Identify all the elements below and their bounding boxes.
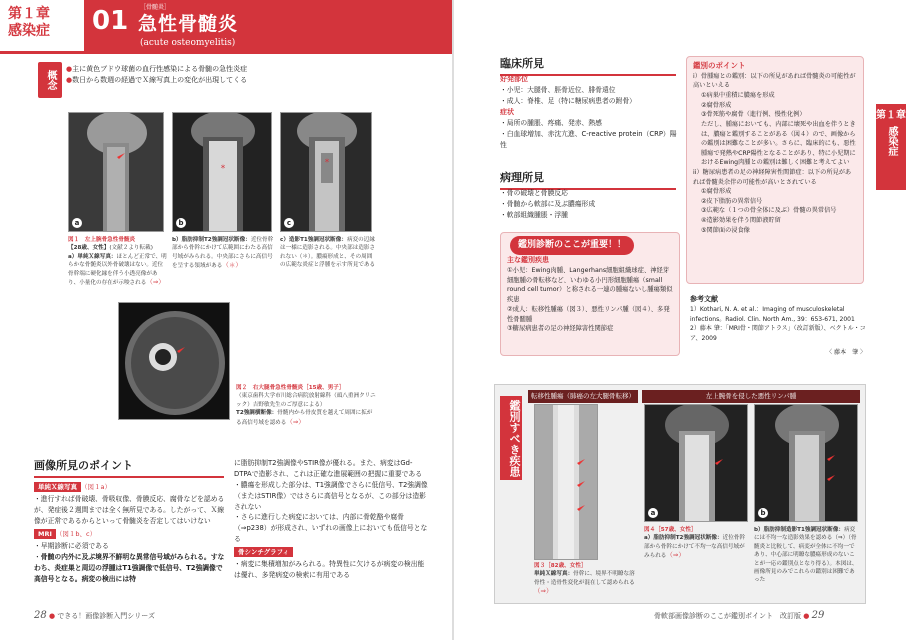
xray-item: ・進行すれば骨破壊、骨吸収像、骨膜反応、腐骨などを認めるが、発症後２週間までは全く無所見である。したがって、Ｘ線像が正常であるからといって骨髄炎を否定してはいけない bbox=[34, 495, 225, 526]
figure-1b-mri bbox=[172, 112, 272, 232]
points-item: ②皮下脂肪の異常信号 bbox=[701, 197, 763, 205]
mri-humerus-t1-image bbox=[755, 405, 858, 522]
mri-humerus-t2-image bbox=[645, 405, 748, 522]
svg-text:*: * bbox=[220, 164, 226, 174]
lymphoma-header: 左上腕骨を侵した悪性リンパ腫 bbox=[642, 390, 860, 403]
imaging-points-col2 bbox=[234, 458, 430, 581]
mri-item: に脂肪抑制T2強調像やSTIR像が優れる。また、病変はGd-DTPAで造影され、これは正確な進展範囲の把握に重要である bbox=[234, 459, 423, 478]
concept-text bbox=[66, 64, 366, 86]
figure-tag: c bbox=[284, 218, 294, 228]
mri-t1-contrast-image bbox=[281, 113, 372, 232]
metastasis-header: 転移性腫瘍（肺癌の左大腿骨転移） bbox=[528, 390, 638, 403]
figure-1c-caption: c）造影T1強調冠状断像：病変の辺縁は一様に造影される。中央部は造影されない（＊）。膿瘍形成と、その周囲の広範な炎症と浮腫を示す所見である bbox=[280, 237, 376, 269]
right-footer: 骨軟部画像診断のここが鑑別ポイント 改訂版 ● 29 bbox=[654, 610, 825, 621]
figure-tag: a bbox=[72, 218, 82, 228]
svg-text:*: * bbox=[324, 158, 330, 168]
mri-item: ・早期診断に必須である bbox=[34, 542, 109, 551]
figure-1c-mri bbox=[280, 112, 372, 232]
points-item: ⑤関節面の浸食像 bbox=[701, 226, 750, 234]
pathology-item: ・骨髄から軟部に及ぶ膿瘍形成 bbox=[500, 199, 596, 208]
points-box: 鑑別のポイント i）骨腫瘍との鑑別：以下の所見があれば骨髄炎の可能性が高いといえる ①病巣中重積に膿瘍を形成 ②腐骨形成 ③骨死筋や腐骨（進行例、慢性化例） ただし、腫瘍においても、内部に壊死や出血を伴うときは、膿瘍と鑑別することがある（図４）ので、画像からの鑑別は困難なことが多い。さらに、臨床的にも、悪性腫瘍で発熱やCRP陽性となることがあり、特に小児期におけるEwing肉腫との鑑別は難しく困難と考えてよい ii）糖尿病患者の足の神経障害性関節症：以下の所見があれば骨髄炎余伴の可能性が高いとされている ①腐骨形成 ②皮下脂肪の異常信号 ③広範な（１つの骨全体に及ぶ）骨髄の異常信号 ④造影効果を伴う関節液貯留 ⑤関節面の浸食像 bbox=[686, 56, 864, 284]
chapter-number: 第１章 bbox=[8, 6, 50, 22]
mri-axial-thigh-image bbox=[119, 303, 230, 420]
mri-item: ・さらに進行した病変においては、内部に骨乾酪や腐骨（⇒p238）が形成され、いずれの画像上においても低信号となる bbox=[234, 513, 428, 544]
mri-item: ・膿瘍を形成した部分は、T1強調像でさらに低信号、T2強調像（またはSTIR像）ではさらに高信号となるが、この部分は造影されない bbox=[234, 480, 428, 511]
mri-item: ・骨髄の内外に及ぶ境界不鮮明な異常信号域がみられる。すなわち、炎症巣と周辺の浮腫はT1強調像で低信号、T2強調像で高信号となる。病変の検出には特 bbox=[34, 553, 225, 584]
figure-4a-caption: 図４［57歳、女性］ a）脂肪抑制T2強調冠状断像：近位骨幹部から骨幹にかけて不均一な高信号域がみられる（⇒） bbox=[644, 527, 745, 560]
differential-banner: 鑑別診断のここが重要！！ bbox=[510, 236, 634, 255]
xray-humerus-image bbox=[69, 113, 164, 232]
right-page bbox=[454, 0, 907, 640]
xray-femur-image bbox=[535, 405, 598, 560]
figure-4a-mri bbox=[644, 404, 748, 522]
chapter-box bbox=[0, 0, 84, 54]
pathology-item: ・骨の破壊と骨膜反応 bbox=[500, 189, 568, 197]
author: 〈 藤本 肇 〉 bbox=[826, 348, 866, 356]
figure-1b-caption: b）脂肪抑制T2強調冠状断像：近位骨幹部から骨幹にかけて広範囲にわたる高信号域がみられる。中央部にさらに高信号を呈する領域がある（＊） bbox=[172, 237, 274, 270]
figure-1a-xray bbox=[68, 112, 164, 232]
scinti-item: ・病変に集積増加がみられる。特異性に欠けるが病変の検出能は優れ、多発病変の検索に有用である bbox=[234, 560, 425, 580]
differential-item: ③糖尿病患者の足の神経障害性関節症 bbox=[507, 325, 614, 333]
scinti-badge: 骨シンチグラフィ bbox=[234, 547, 293, 557]
section-number: 01 bbox=[92, 6, 129, 36]
concept-item: ●主に黄色ブドウ球菌の血行性感染による骨髄の急性炎症 bbox=[66, 65, 248, 73]
page-title-en: (acute osteomyelitis) bbox=[140, 38, 236, 48]
figure-tag: b bbox=[176, 218, 186, 228]
xray-badge: 単純Ｘ線写真 bbox=[34, 482, 81, 492]
figure-3-xray bbox=[534, 404, 598, 560]
differential-item: ①小児：Ewing肉腫、Langerhans細胞組織球症、神経芽細胞腫の骨転移など、いわゆる小円形細胞腫瘍（small round cell tumor）と称される一連の腫瘍ないし腫瘍類似疾患 bbox=[507, 266, 673, 304]
points-heading: 鑑別のポイント bbox=[693, 61, 746, 70]
page-number-right: 29 bbox=[811, 610, 825, 621]
pathology-heading: 病理所見 bbox=[500, 170, 676, 190]
figure-1a-caption: 図１ 左上腕骨急性骨髄炎 【28歳、女性】(文献２より転載) a）単純Ｘ線写真：ほとんど正常で、明らかな骨髄炎以外骨破壊はない。近位骨幹端に硬化縁を伴う小透亮像があり、小量化の存在が示唆される（⇒） bbox=[68, 237, 167, 286]
page-title: 急性骨髄炎 bbox=[138, 13, 239, 35]
book-title: 骨軟部画像診断のここが鑑別ポイント 改訂版 bbox=[654, 612, 801, 620]
clinical-item: ・白血球増加、赤沈亢進、C-reactive protein（CRP）陽性 bbox=[500, 130, 677, 149]
pathology-body bbox=[500, 188, 680, 221]
figure-2-mri-axial bbox=[118, 302, 230, 420]
series-name: できる！画像診断入門シリーズ bbox=[57, 612, 155, 620]
figure-4b-mri bbox=[754, 404, 858, 522]
reference-item: 2）藤本 肇：「MRI骨・関節アトラス」（改訂新版）、ベクトル・コア、2009 bbox=[690, 325, 866, 342]
title-bar bbox=[84, 0, 453, 54]
figure-tag: a bbox=[648, 508, 658, 518]
points-item: ③骨死筋や腐骨（進行例、慢性化例） bbox=[701, 111, 806, 119]
clinical-item: ・小児：大腿骨、脛骨近位、腓骨遠位 bbox=[500, 86, 616, 95]
clinical-item: ・成人：脊椎、足（特に糖尿病患者の跗骨） bbox=[500, 97, 636, 106]
figure-4b-caption: b）脂肪抑制造影T1強調冠状断像：病変には不均一な造影効果を認める（⇒）（骨髄炎と比較して、病変が全体に不均一であり、中心部に明瞭な膿瘍形成のないことが一応の鑑別点となり得る）。本図は、画像所見のみでこれらの鑑別は困難であった bbox=[754, 527, 858, 584]
mri-t2-image bbox=[173, 113, 272, 232]
left-page bbox=[0, 0, 453, 640]
points-item: ①腐骨形成 bbox=[701, 188, 732, 196]
figure-tag: b bbox=[758, 508, 768, 518]
points-item: ④造影効果を伴う関節液貯留 bbox=[701, 217, 781, 225]
imaging-points-col1: 単純Ｘ線写真 （図１a） ・進行すれば骨破壊、骨吸収像、骨膜反応、腐骨などを認めるが、発症後２週間までは全く無所見である。したがって、Ｘ線像が正常であるからといって骨髄炎を否定してはいけない MRI （図１b、c） ・早期診断に必須である ・骨髄の内外に及ぶ境界不鮮明な異常信号域がみられる。すなわち、炎症巣と周辺の浮腫はT1強調像で低信号、T2強調像で高信号となる。病変の検出には特 bbox=[34, 483, 225, 584]
points-item: ①病巣中重積に膿瘍を形成 bbox=[701, 92, 775, 100]
differential-sub: 主な鑑別疾患 bbox=[507, 256, 549, 264]
differential-item: ②成人：転移性腫瘍（図３）、悪性リンパ腫（図４）、多発性骨髄腫 bbox=[507, 305, 670, 323]
pathology-item: ・軟部組織腫脹・浮腫 bbox=[500, 210, 568, 219]
mri-badge: MRI bbox=[34, 529, 56, 539]
points-item: ③広範な（１つの骨全体に及ぶ）骨髄の異常信号 bbox=[701, 207, 837, 215]
clinical-body: 好発部位 ・小児：大腿骨、脛骨近位、腓骨遠位 ・成人：脊椎、足（特に糖尿病患者の跗骨） 症状 ・局所の腫脹、疼痛、発赤、熱感 ・白血球増加、赤沈亢進、C-reactive protein（CRP）陽性 bbox=[500, 74, 680, 151]
references-heading: 参考文献 bbox=[690, 295, 718, 303]
figure-2-caption: 図２ 右大腿骨急性骨髄炎［15歳、男子］ （東京歯科大学市川総合病院放射線科（頭八重洲クリニック）吉野敏先生のご厚意による） T2強調横断像：骨髄内から骨皮質を越えて周囲に拡がる高信号域を認める（⇒） bbox=[236, 385, 376, 426]
chapter-name: 感染症 bbox=[8, 22, 50, 39]
imaging-points-heading: 画像所見のポイント bbox=[34, 458, 224, 478]
clinical-heading: 臨床所見 bbox=[500, 56, 676, 76]
differential-vertical-label: 鑑別すべき疾患 bbox=[500, 396, 522, 480]
clinical-item: ・局所の腫脹、疼痛、発赤、熱感 bbox=[500, 119, 602, 128]
title-ruby: ［骨髄炎］ bbox=[140, 4, 171, 11]
left-footer: 28 ● できる！画像診断入門シリーズ bbox=[34, 610, 155, 621]
concept-item: ●数日から数週の経過でＸ線写真上の変化が出現してくる bbox=[66, 75, 248, 84]
points-item: ②腐骨形成 bbox=[701, 101, 732, 109]
chapter-side-tab: 第１章 感染症 bbox=[876, 104, 906, 190]
figure-3-caption: 図３［82歳、女性］ 単純Ｘ線写真：骨幹に、境界不明瞭な溶骨性・造骨性変化が混在して認められる（⇒） bbox=[534, 563, 635, 596]
references bbox=[690, 294, 866, 357]
page-number-left: 28 bbox=[34, 610, 47, 621]
concept-label: 概念 bbox=[38, 62, 62, 98]
reference-item: 1）Kothari, N. A. et al.：Imaging of musculoskeletal infections。Radiol. Clin. North Am., 39：653-671, 2001 bbox=[690, 306, 855, 323]
